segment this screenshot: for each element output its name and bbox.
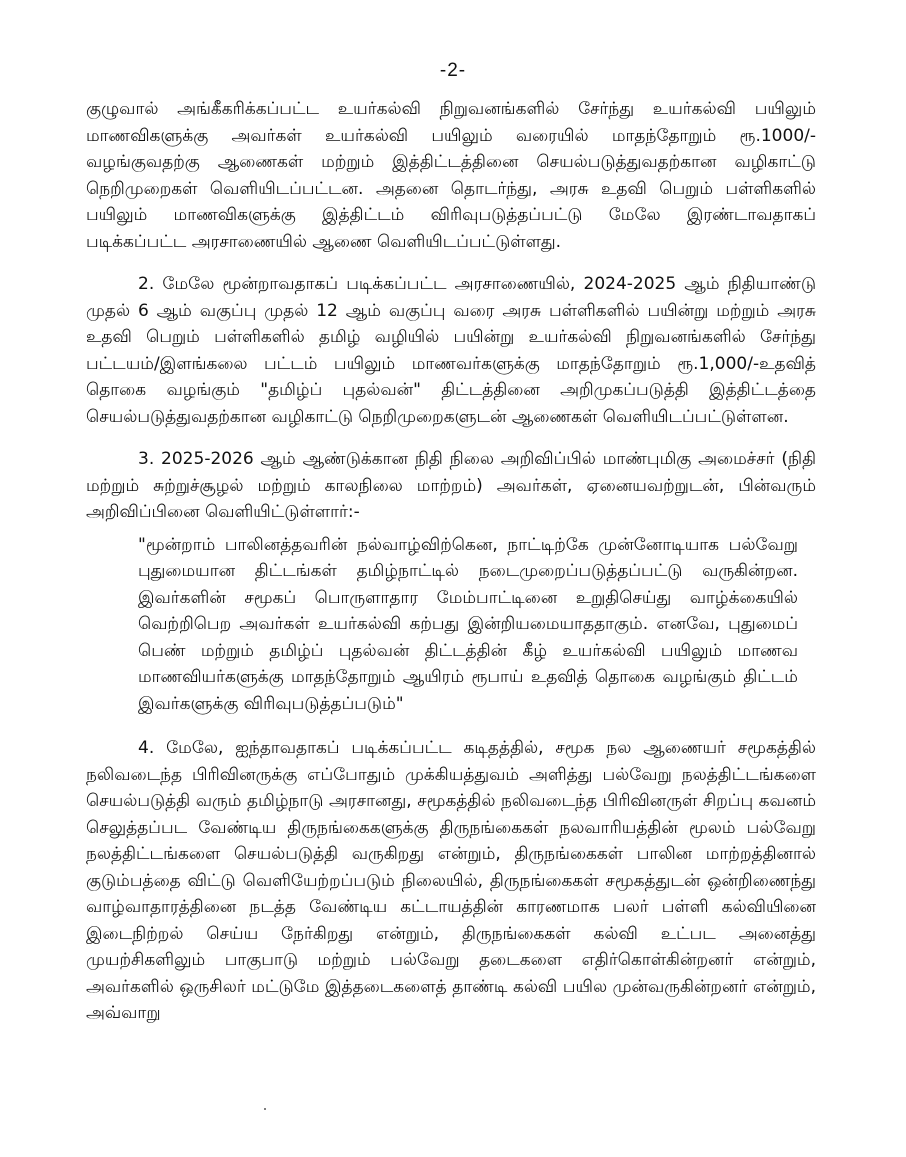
paragraph-3: 3. 2025-2026 ஆம் ஆண்டுக்கான நிதி நிலை அறிவிப்பில் மாண்புமிகு அமைச்சர் (நிதி மற்றும் சுற்றுச்சூழல் மற்றும் காலநிலை மாற்றம்) அவர்கள், ஏனையவற்றுடன், பின்வரும் அறிவிப்பினை வெளியிட்டுள்ளார்:-: [86, 449, 816, 522]
budget-announcement-quote: "மூன்றாம் பாலினத்தவரின் நல்வாழ்விற்கென, நாட்டிற்கே முன்னோடியாக பல்வேறு புதுமையான திட்டங்கள் தமிழ்நாட்டில் நடைமுறைப்படுத்தப்பட்டு வருகின்றன. இவர்களின் சமூகப் பொருளாதார மேம்பாட்டினை உறுதிசெய்து வாழ்க்கையில் வெற்றிபெற அவர்கள் உயர்கல்வி கற்பது இன்றியமையாததாகும். எனவே, புதுமைப் பெண் மற்றும் தமிழ்ப் புதல்வன் திட்டத்தின் கீழ் உயர்கல்வி பயிலும் மாணவ மாணவியர்களுக்கு மாதந்தோறும் ஆயிரம் ரூபாய் உதவித் தொகை வழங்கும் திட்டம் இவர்களுக்கு விரிவுபடுத்தப்படும்": [138, 534, 798, 714]
document-body: [86, 96, 816, 1027]
paragraph-2: 2. மேலே மூன்றாவதாகப் படிக்கப்பட்ட அரசாணையில், 2024-2025 ஆம் நிதியாண்டு முதல் 6 ஆம் வகுப்பு முதல் 12 ஆம் வகுப்பு வரை அரசு பள்ளிகளில் பயின்று மற்றும் அரசு உதவி பெறும் பள்ளிகளில் தமிழ் வழியில் பயின்று உயர்கல்வி நிறுவனங்களில் சேர்ந்து பட்டயம்/இளங்கலை பட்டம் பயிலும் மாணவர்களுக்கு மாதந்தோறும் ரூ.1,000/-உதவித் தொகை வழங்கும் "தமிழ்ப் புதல்வன்" திட்டத்தினை அறிமுகப்படுத்தி இத்திட்டத்தை செயல்படுத்துவதற்கான வழிகாட்டு நெறிமுறைகளுடன் ஆணைகள் வெளியிடப்பட்டுள்ளன.: [86, 274, 816, 427]
paragraph-continuation: குழுவால் அங்கீகரிக்கப்பட்ட உயர்கல்வி நிறுவனங்களில் சேர்ந்து உயர்கல்வி பயிலும் மாணவிகளுக்கு அவர்கள் உயர்கல்வி பயிலும் வரையில் மாதந்தோறும் ரூ.1000/- வழங்குவதற்கு ஆணைகள் மற்றும் இத்திட்டத்தினை செயல்படுத்துவதற்கான வழிகாட்டு நெறிமுறைகள் வெளியிடப்பட்டன. அதனை தொடர்ந்து, அரசு உதவி பெறும் பள்ளிகளில் பயிலும் மாணவிகளுக்கு இத்திட்டம் விரிவுபடுத்தப்பட்டு மேலே இரண்டாவதாகப் படிக்கப்பட்ட அரசாணையில் ஆணை வெளியிடப்பட்டுள்ளது.: [86, 99, 816, 252]
paragraph-4: 4. மேலே, ஐந்தாவதாகப் படிக்கப்பட்ட கடிதத்தில், சமூக நல ஆணையர் சமூகத்தில் நலிவடைந்த பிரிவினருக்கு எப்போதும் முக்கியத்துவம் அளித்து பல்வேறு நலத்திட்டங்களை செயல்படுத்தி வரும் தமிழ்நாடு அரசானது, சமூகத்தில் நலிவடைந்த பிரிவினருள் சிறப்பு கவனம் செலுத்தப்பட வேண்டிய திருநங்கைகளுக்கு திருநங்கைகள் நலவாரியத்தின் மூலம் பல்வேறு நலத்திட்டங்களை செயல்படுத்தி வருகிறது என்றும், திருநங்கைகள் பாலின மாற்றத்தினால் குடும்பத்தை விட்டு வெளியேற்றப்படும் நிலையில், திருநங்கைகள் சமூகத்துடன் ஒன்றிணைந்து வாழ்வாதாரத்தினை நடத்த வேண்டிய கட்டாயத்தின் காரணமாக பலர் பள்ளி கல்வியினை இடைநிற்றல் செய்ய நேர்கிறது என்றும், திருநங்கைகள் கல்வி உட்பட அனைத்து முயற்சிகளிலும் பாகுபாடு மற்றும் பல்வேறு தடைகளை எதிர்கொள்கின்றனர் என்றும், அவர்களில் ஒருசிலர் மட்டுமே இத்தடைகளைத் தாண்டி கல்வி பயில முன்வருகின்றனர் என்றும், அவ்வாறு: [86, 738, 816, 1023]
scan-speck: [264, 1108, 266, 1110]
page-number: -2-: [439, 60, 467, 81]
